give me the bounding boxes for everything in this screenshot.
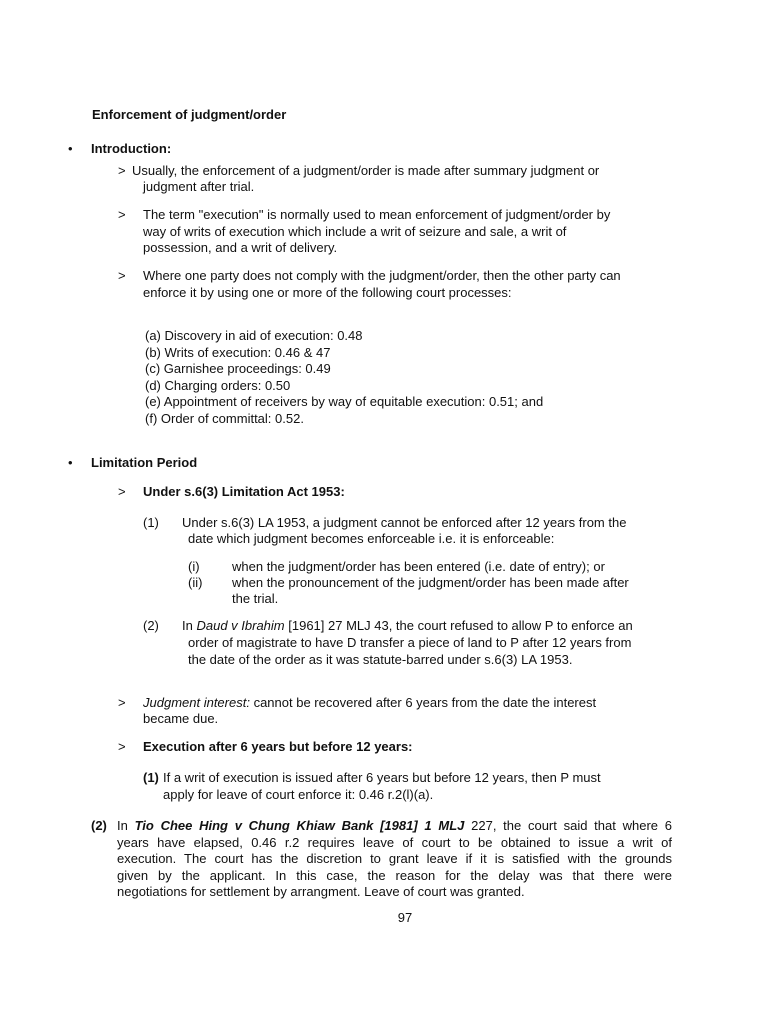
case-name-tio: Tio Chee Hing v Chung Khiaw Bank [1981] 1 MLJ [134,818,465,833]
exec1-num: (1) [143,770,159,785]
item1-num: (1) [143,515,159,530]
exec2-line5: negotiations for settlement by arrangment. Leave of court was granted. [117,884,525,899]
list-item: (f) Order of committal: 0.52. [145,410,304,426]
exec1-line1: If a writ of execution is issued after 6 years but before 12 years, then P must [163,770,601,785]
limitation-heading: Limitation Period [91,455,198,470]
intro-p3-line2: enforce it by using one or more of the following court processes: [143,285,512,300]
sub-i-num: (i) [188,559,200,574]
bullet: • [68,141,73,156]
intro-p2-line3: possession, and a writ of delivery. [143,240,338,255]
intro-p2-line1: The term "execution" is normally used to mean enforcement of judgment/order by [143,207,611,222]
intro-heading: Introduction: [91,141,172,156]
item2-in: In [182,618,193,633]
sub-i-text: when the judgment/order has been entered (i.e. date of entry); or [232,559,605,574]
list-item: (c) Garnishee proceedings: 0.49 [145,361,331,376]
interest-line1-rest: cannot be recovered after 6 years from the date the interest [253,695,597,710]
intro-p1-line2: judgment after trial. [143,179,255,194]
item2-line1-rest: [1961] 27 MLJ 43, the court refused to allow P to enforce an [288,618,633,633]
interest-marker: > [118,695,126,710]
item2-line2: order of magistrate to have D transfer a piece of land to P after 12 years from [188,635,632,650]
interest-line2: became due. [143,711,219,726]
exec2-line1 [117,818,672,835]
exec1-line2: apply for leave of court enforce it: 0.46 r.2(l)(a). [163,787,434,802]
s63-heading: Under s.6(3) Limitation Act 1953: [143,484,345,499]
exec-heading: Execution after 6 years but before 12 years: [143,739,413,754]
item1-line2: date which judgment becomes enforceable i.e. it is enforceable: [188,531,555,546]
intro-p1-marker: > [118,163,126,178]
exec2-line3: execution. The court has the discretion to grant leave if it is satisfied with the grounds [117,851,672,866]
sub-ii-line2: the trial. [232,591,279,606]
list-item: (a) Discovery in aid of execution: 0.48 [145,328,363,343]
exec2-paragraph [117,818,672,901]
item2-line1 [182,618,633,635]
exec2-num: (2) [91,818,107,833]
s63-marker: > [118,484,126,499]
bullet: • [68,455,73,470]
intro-p2-line2: way of writs of execution which include a writ of seizure and sale, a writ of [143,224,567,239]
exec2-line4: given by the applicant. In this case, the reason for the delay was that there were [117,867,672,883]
interest-line1 [143,695,596,712]
exec2-in: In [117,818,128,833]
item1-line1: Under s.6(3) LA 1953, a judgment cannot be enforced after 12 years from the [182,515,627,530]
exec-marker: > [118,739,126,754]
exec2-line2: years have elapsed, 0.46 r.2 requires leave of court to be obtained to issue a writ of [117,834,672,850]
list-item: (d) Charging orders: 0.50 [145,377,291,393]
intro-p3-line1: Where one party does not comply with the judgment/order, then the other party can [143,268,621,283]
interest-label: Judgment interest: [143,695,250,710]
list-item: (b) Writs of execution: 0.46 & 47 [145,344,331,360]
page-title: Enforcement of judgment/order [92,107,287,122]
page-number: 97 [397,910,413,925]
sub-ii-num: (ii) [188,575,203,590]
list-item: (e) Appointment of receivers by way of equitable execution: 0.51; and [145,394,544,409]
intro-p2-marker: > [118,207,126,222]
intro-p3-marker: > [118,268,126,283]
sub-ii-line1: when the pronouncement of the judgment/order has been made after [232,575,629,590]
exec2-line1-rest: 227, the court said that where 6 [471,818,672,833]
item2-num: (2) [143,618,159,633]
case-name-daud: Daud v Ibrahim [196,618,285,633]
process-list [145,328,543,427]
item2-line3: the date of the order as it was statute-barred under s.6(3) LA 1953. [188,652,573,667]
intro-p1-line1: Usually, the enforcement of a judgment/order is made after summary judgment or [132,163,600,178]
